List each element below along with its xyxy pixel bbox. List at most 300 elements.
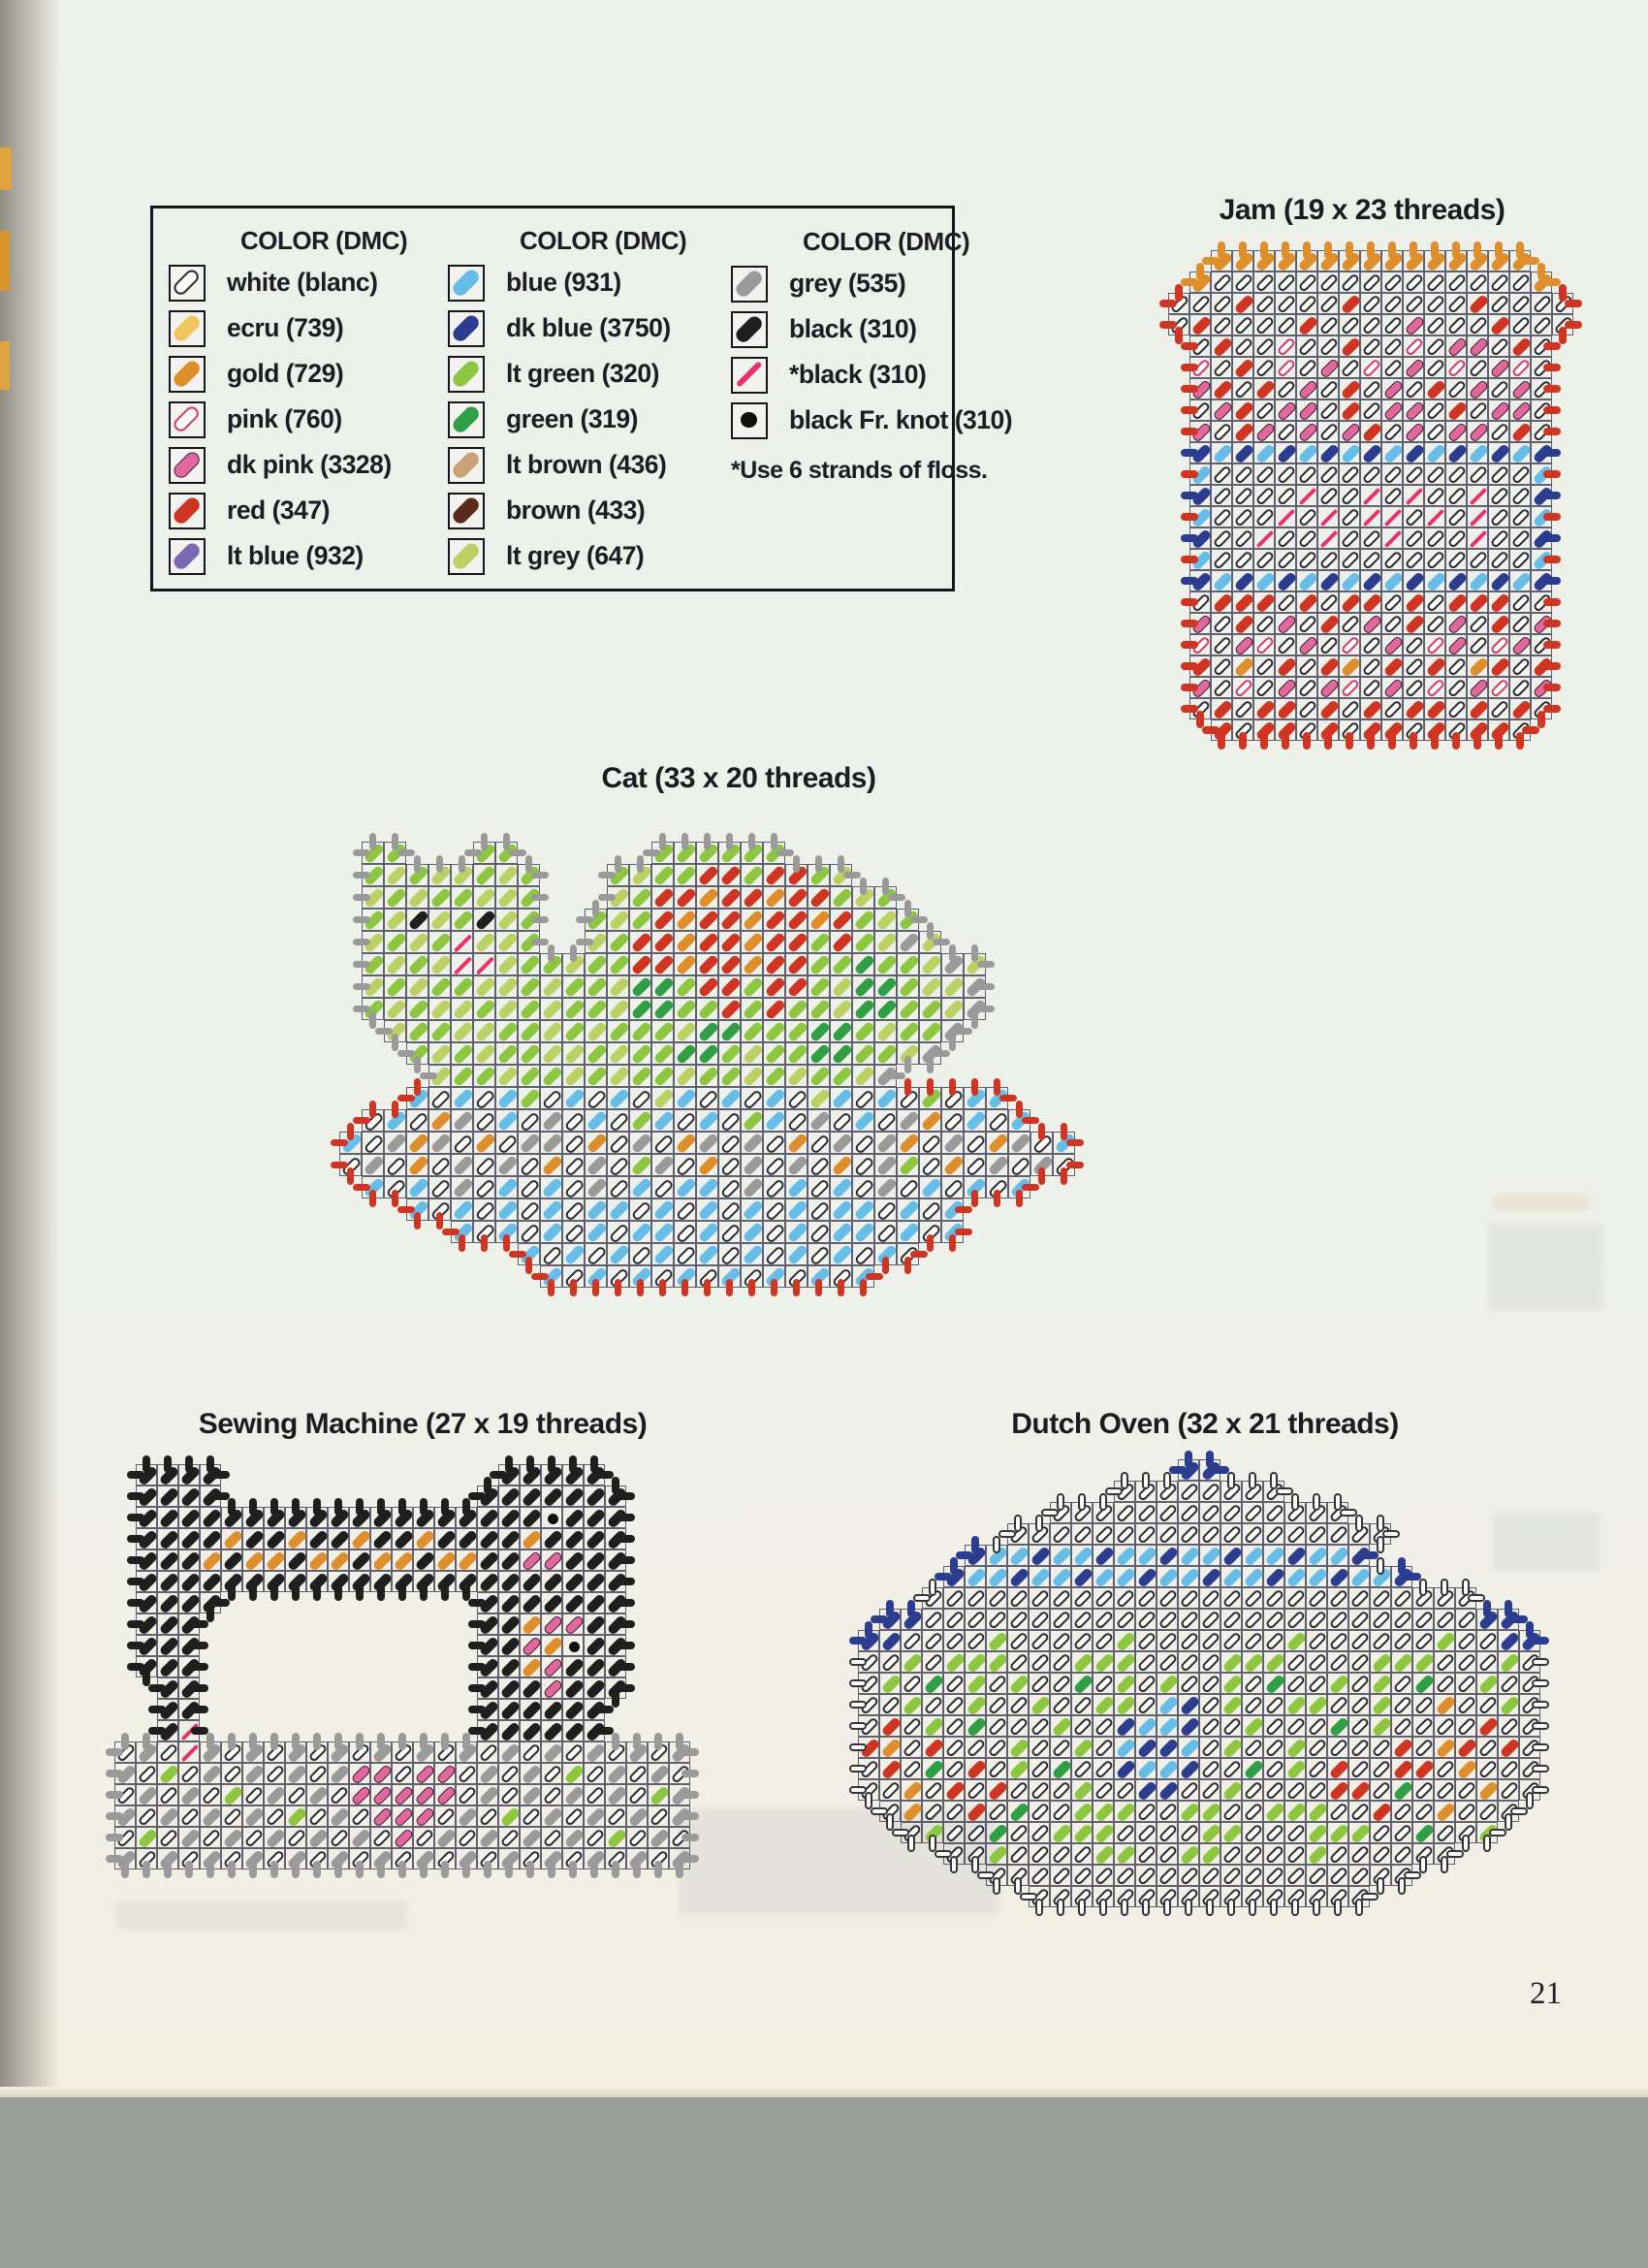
dot-stitch [741,412,757,429]
outline-stitch [1469,401,1489,422]
edge-overcast-stitch [398,1861,405,1878]
outline-stitch [1329,1739,1349,1759]
grid-cell [562,1154,585,1176]
solid-stitch [1340,400,1361,422]
solid-stitch [474,910,496,932]
grid-cell [1157,1587,1178,1609]
edge-overcast-stitch [1066,1139,1085,1147]
grid-cell [1306,1651,1327,1673]
solid-stitch [987,1844,1008,1866]
outline-stitch [1319,380,1340,400]
outline-stitch [564,1223,586,1244]
solid-stitch [1510,635,1532,656]
grid-cell [1007,1694,1029,1715]
grid-cell [1445,399,1467,421]
grid-cell [1424,442,1445,463]
grid-cell [651,1087,674,1109]
solid-stitch [764,999,786,1021]
outline-stitch [1436,1675,1456,1695]
grid-cell [306,1827,328,1848]
outline-stitch [1319,401,1340,422]
solid-stitch [1425,699,1446,720]
outline-stitch [1319,295,1340,315]
solid-stitch [898,1199,920,1222]
line-stitch [1256,530,1274,548]
outline-stitch [1457,1632,1477,1652]
grid-cell [1284,1673,1306,1694]
grid-cell [919,1132,941,1154]
grid-cell [1114,1843,1135,1865]
solid-stitch [496,976,519,999]
outline-stitch [458,1786,478,1806]
solid-stitch [586,1177,608,1199]
grid-cell [897,1176,919,1198]
solid-stitch [1477,1780,1499,1802]
edge-overcast-stitch [353,983,371,991]
solid-stitch [608,1088,630,1110]
edge-overcast-stitch [148,1727,166,1734]
stitch-symbol-box [448,310,485,347]
grid-cell [1093,1673,1114,1694]
edge-overcast-stitch [398,1498,405,1516]
outline-stitch [1277,551,1297,571]
stitch-symbol-box [448,447,485,484]
solid-stitch [519,976,541,999]
solid-stitch [923,1674,944,1695]
grid-cell [1391,1843,1412,1865]
outline-stitch [1426,487,1446,507]
grid-cell [1360,485,1381,506]
grid-cell [520,1613,541,1635]
grid-cell [562,975,585,998]
grid-cell [1370,1587,1391,1609]
grid-cell [1296,293,1317,314]
grid-cell [1029,1737,1050,1758]
grid-cell [1220,1587,1242,1609]
outline-stitch [899,1178,920,1199]
page-bottom-edge [0,2087,1648,2097]
solid-stitch [452,976,474,999]
solid-stitch [496,954,519,976]
grid-cell [264,1827,285,1848]
solid-stitch [652,976,675,999]
grid-cell [1007,1779,1029,1801]
edge-overcast-stitch [228,1733,235,1750]
grid-cell [1071,1673,1093,1694]
solid-stitch [630,1222,652,1244]
solid-stitch [831,954,853,976]
grid-cell [1242,1630,1263,1651]
grid-cell [413,1528,434,1549]
grid-cell [1306,1609,1327,1630]
outline-stitch [1180,1824,1200,1844]
grid-cell [1498,1673,1519,1694]
edge-overcast-stitch [441,1861,448,1878]
grid-cell [941,975,964,998]
grid-cell [584,1592,605,1613]
outline-stitch [1393,1845,1413,1866]
outline-stitch [1277,593,1297,614]
outline-stitch [1457,1611,1477,1631]
grid-cell [1050,1523,1071,1545]
edge-overcast-stitch [270,1498,277,1516]
grid-cell [1263,1651,1284,1673]
grid-cell [763,1243,785,1265]
grid-cell [562,998,585,1020]
outline-stitch [1414,1739,1435,1759]
outline-stitch [1393,1611,1413,1631]
edge-overcast-stitch [1218,241,1224,259]
grid-cell [785,953,808,975]
solid-stitch [652,910,675,932]
grid-cell [1476,1715,1498,1737]
solid-stitch [1489,614,1510,635]
outline-stitch [1405,295,1425,315]
grid-cell [696,864,718,886]
outline-stitch [765,1156,786,1177]
outline-stitch [1137,1504,1157,1524]
edge-overcast-stitch [838,1279,845,1297]
edge-overcast-stitch [1516,241,1523,259]
grid-cell [1296,570,1317,591]
grid-cell [1339,570,1360,591]
outline-stitch [1447,700,1468,720]
grid-cell [541,1784,562,1805]
grid-cell [520,1528,541,1549]
solid-stitch [853,932,875,954]
solid-stitch [1008,1738,1030,1759]
outline-stitch [202,1786,222,1806]
grid-cell [1242,1822,1263,1843]
solid-stitch [923,1716,944,1738]
grid-cell [1424,378,1445,399]
solid-stitch [966,1759,987,1780]
solid-stitch [987,1780,1008,1802]
grid-cell [1327,1801,1348,1822]
grid-cell [1284,1523,1306,1545]
grid-cell [1424,421,1445,442]
solid-stitch [563,1021,586,1043]
grid-cell [498,1699,520,1720]
edge-overcast-stitch [1181,705,1198,712]
solid-stitch [608,1244,630,1266]
solid-stitch [853,910,875,932]
grid-cell [852,1176,874,1198]
grid-cell [242,1528,264,1549]
solid-stitch [1361,422,1382,443]
outline-stitch [1383,423,1404,443]
grid-cell [674,953,696,975]
grid-cell [1306,1737,1327,1758]
grid-cell [541,1805,562,1827]
outline-stitch [945,1717,966,1738]
grid-cell [264,1763,285,1784]
solid-stitch [541,1021,563,1043]
outline-stitch [966,1156,987,1177]
grid-cell [1488,613,1509,634]
solid-stitch [1254,699,1276,720]
edge-overcast-stitch [633,1861,640,1878]
solid-stitch [808,976,831,999]
solid-stitch [742,1066,764,1088]
outline-stitch [1191,295,1212,315]
solid-stitch [201,1764,222,1785]
outline-stitch [1329,1589,1349,1610]
solid-stitch [1254,422,1276,443]
grid-cell [540,1109,562,1132]
outline-stitch [1255,551,1276,571]
outline-stitch [1414,1696,1435,1716]
edge-overcast-stitch [1522,257,1539,264]
edge-overcast-stitch [1276,1487,1293,1494]
outline-stitch [1052,1589,1072,1610]
solid-stitch [1510,571,1532,592]
grid-cell [874,909,897,931]
solid-stitch [541,1155,563,1177]
solid-stitch [742,976,764,999]
grid-cell [428,975,451,998]
solid-stitch [586,1110,608,1133]
grid-cell [1467,527,1488,549]
solid-stitch [1233,422,1254,443]
grid-cell [1467,442,1488,463]
solid-stitch [541,999,563,1021]
grid-cell [1071,1523,1093,1545]
edge-overcast-stitch [596,1706,614,1712]
grid-cell [1157,1843,1178,1865]
edge-overcast-stitch [1340,1509,1357,1516]
edge-overcast-stitch [949,944,957,963]
edge-overcast-stitch [615,1279,622,1297]
grid-cell [1050,1758,1071,1779]
grid-cell [200,1763,221,1784]
grid-cell [1242,1545,1263,1566]
solid-stitch [1318,656,1340,678]
grid-cell [852,1087,874,1109]
solid-stitch [450,403,482,435]
solid-stitch [1477,1674,1499,1695]
grid-cell [157,1613,178,1635]
solid-stitch [853,1199,875,1222]
legend-item [731,352,938,398]
grid-cell [451,1132,473,1154]
grid-cell [498,1592,520,1613]
edge-overcast-stitch [127,1492,144,1499]
edge-overcast-stitch [955,1206,973,1214]
solid-stitch [608,932,630,954]
grid-cell [518,1109,540,1132]
edge-overcast-stitch [676,1733,682,1750]
edge-overcast-stitch [1532,1658,1549,1665]
legend-item [448,351,731,397]
edge-overcast-stitch [1532,1786,1549,1793]
grid-cell [965,1651,986,1673]
edge-overcast-stitch [468,1727,486,1734]
outline-stitch [1372,1845,1392,1866]
solid-stitch [563,1486,585,1508]
dot-stitch [569,1642,580,1652]
solid-stitch [1468,294,1489,315]
outline-stitch [1052,1675,1072,1695]
edge-overcast-stitch [106,1812,123,1819]
grid-cell [540,1221,562,1243]
edge-overcast-stitch [1099,1899,1106,1916]
stitch-symbol-box [731,311,768,348]
page-bleed-mark [0,341,10,390]
grid-cell [1434,1779,1455,1801]
solid-stitch [808,932,831,954]
edge-overcast-stitch [1495,241,1502,259]
grid-cell [306,1784,328,1805]
grid-cell [1284,1630,1306,1651]
solid-stitch [1382,400,1404,422]
grid-cell [629,975,651,998]
edge-overcast-stitch [369,833,377,851]
grid-cell [852,1109,874,1132]
solid-stitch [519,999,541,1021]
edge-overcast-stitch [1121,1472,1127,1489]
grid-cell [1445,506,1467,527]
outline-stitch [1052,1525,1072,1546]
solid-stitch [478,1572,499,1593]
solid-stitch [1297,443,1318,464]
solid-stitch [407,932,429,954]
solid-stitch [1243,1716,1264,1738]
grid-cell [1455,1630,1476,1651]
outline-stitch [1308,1781,1328,1802]
outline-stitch [1511,679,1532,699]
grid-cell [1370,1822,1391,1843]
grid-cell [1093,1737,1114,1758]
grid-cell [651,1198,674,1221]
outline-stitch [1405,465,1425,486]
solid-stitch [499,1806,521,1828]
grid-cell [406,886,428,909]
solid-stitch [675,976,697,999]
edge-overcast-stitch [1105,1487,1123,1494]
edge-overcast-stitch [464,849,483,857]
solid-stitch [542,1550,563,1572]
grid-cell [986,1843,1007,1865]
grid-cell [520,1677,541,1699]
outline-stitch [1234,380,1254,400]
edge-overcast-stitch [292,1861,299,1878]
outline-stitch [1180,1611,1200,1631]
grid-cell [1339,506,1360,527]
outline-stitch [1511,615,1532,635]
grid-cell [943,1779,965,1801]
grid-cell [629,1087,651,1109]
edge-overcast-stitch [353,872,371,879]
solid-stitch [1179,1802,1200,1823]
solid-stitch [1264,1802,1285,1823]
grid-cell [830,1020,852,1042]
edge-overcast-stitch [1196,711,1203,728]
outline-stitch [1030,1803,1051,1823]
edge-overcast-stitch [526,1861,533,1878]
edge-overcast-stitch [1142,1472,1149,1489]
solid-stitch [831,1066,853,1088]
edge-overcast-stitch [1249,1472,1255,1489]
solid-stitch [1157,1759,1179,1780]
solid-stitch [1254,379,1276,400]
solid-stitch [1221,1823,1243,1844]
outline-stitch [876,1223,898,1244]
outline-stitch [1426,679,1446,699]
solid-stitch [987,1133,1009,1155]
grid-cell [1232,527,1253,549]
grid-cell [741,1109,763,1132]
grid-cell [607,975,629,998]
grid-cell [696,909,718,931]
outline-stitch [631,1089,652,1110]
grid-cell [1253,506,1275,527]
outline-stitch [1350,1867,1371,1887]
outline-stitch [1511,551,1532,571]
grid-cell [584,1571,605,1592]
grid-cell [1114,1865,1135,1886]
outline-stitch [1362,679,1382,699]
grid-cell [674,886,696,909]
solid-stitch [222,1529,243,1550]
grid-cell [1007,1758,1029,1779]
edge-overcast-stitch [1382,1530,1400,1537]
solid-stitch [1307,1546,1328,1567]
grid-cell [986,1673,1007,1694]
grid-cell [1275,314,1296,335]
grid-cell [349,1784,370,1805]
outline-stitch [172,403,202,433]
grid-cell [1007,1843,1029,1865]
solid-stitch [853,1043,875,1066]
solid-stitch [1413,1823,1435,1844]
grid-cell [562,1549,584,1571]
outline-stitch [1490,508,1510,528]
outline-stitch [1308,1675,1328,1695]
solid-stitch [942,999,965,1021]
solid-stitch [880,1716,902,1738]
edge-overcast-stitch [1361,1551,1379,1558]
grid-cell [1424,655,1445,677]
grid-cell [1339,272,1360,293]
grid-cell [879,1758,901,1779]
outline-stitch [1511,529,1532,550]
edge-overcast-stitch [1014,1877,1021,1895]
outline-stitch [1393,1696,1413,1716]
solid-stitch [1221,1674,1243,1695]
grid-cell [1178,1609,1199,1630]
edge-overcast-stitch [1038,1123,1046,1141]
outline-stitch [945,1632,966,1652]
grid-cell [607,1109,629,1132]
grid-cell [406,1109,428,1132]
outline-stitch [945,1803,966,1823]
outline-stitch [1180,1589,1200,1610]
grid-cell [1211,698,1232,719]
solid-stitch [541,1066,563,1088]
solid-stitch [1221,1546,1243,1567]
grid-cell [1199,1715,1220,1737]
grid-cell [1232,549,1253,570]
grid-cell [1327,1673,1348,1694]
outline-stitch [1447,273,1468,294]
grid-cell [1157,1651,1178,1673]
legend-item [448,305,731,351]
grid-cell [922,1715,943,1737]
edge-overcast-stitch [1020,1893,1037,1900]
grid-cell [763,931,785,953]
solid-stitch [630,932,652,954]
